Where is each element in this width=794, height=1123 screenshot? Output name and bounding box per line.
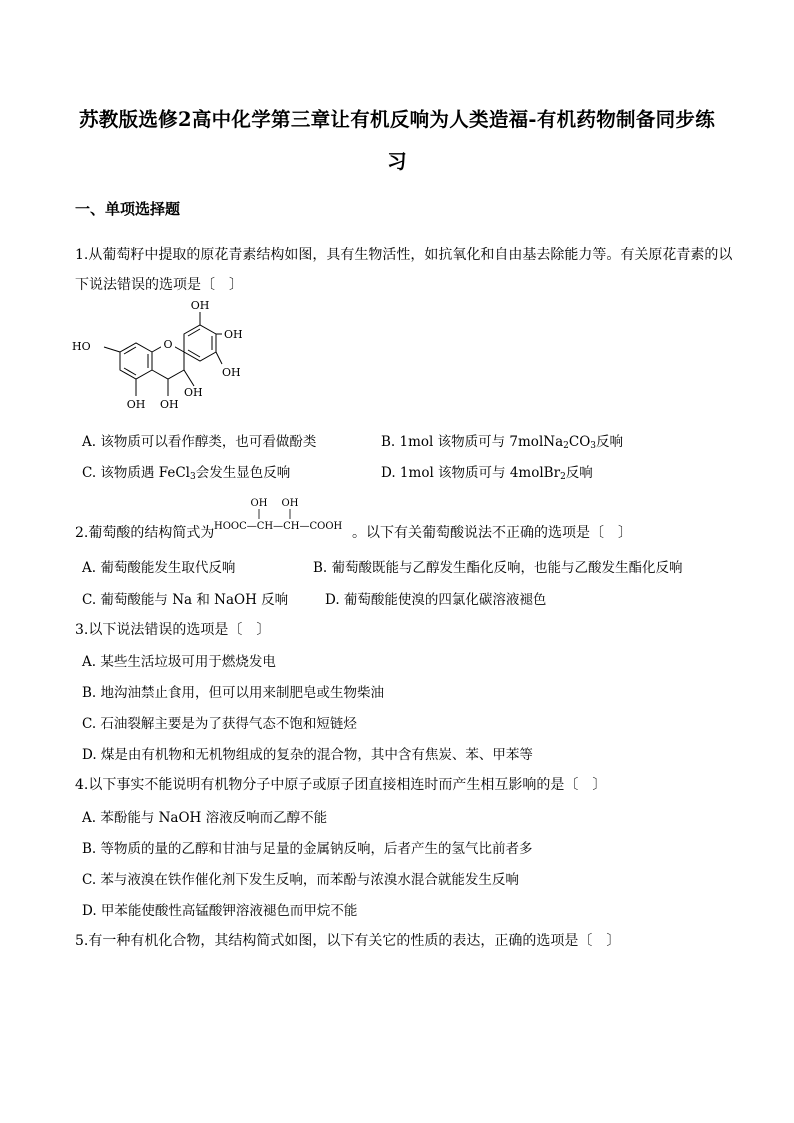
- procyanidin-structure-diagram: [72, 298, 247, 426]
- q4-option-c: C. 苯与液溴在铁作催化剂下发生反响，而苯酚与浓溴水混合就能发生反响: [82, 872, 519, 888]
- ring-oxygen-label: O: [163, 338, 173, 351]
- q1-option-d: D. 1mol 该物质可与 4molBr$_2$反响: [381, 465, 593, 482]
- q1-option-c: C. 该物质遇 FeCl$_3$会发生显色反响: [82, 465, 291, 482]
- tartaric-oh-1: OH: [250, 498, 268, 509]
- q3-option-d: D. 煤是由有机物和无机物组成的复杂的混合物，其中含有焦炭、苯、甲苯等: [82, 747, 533, 763]
- q2-option-c: C. 葡萄酸能与 Na 和 NaOH 反响: [82, 592, 289, 608]
- structure-label-2: OH: [224, 328, 243, 341]
- q2-stem-post: 。以下有关葡萄酸说法不正确的选项是〔 〕: [352, 525, 632, 541]
- structure-label-5: OH: [184, 386, 203, 399]
- document-title-line-2: 习: [387, 150, 407, 173]
- structure-label-4: OH: [222, 366, 241, 379]
- structure-label-1: OH: [190, 299, 210, 312]
- document-title-line-1: 苏教版选修2高中化学第三章让有机反响为人类造福-有机药物制备同步练: [78, 108, 716, 131]
- q2-option-a: A. 葡萄酸能发生取代反响: [82, 560, 236, 576]
- q3-option-a: A. 某些生活垃圾可用于燃烧发电: [82, 654, 276, 670]
- section-heading: 一、单项选择题: [75, 200, 181, 218]
- q4-option-a: A. 苯酚能与 NaOH 溶液反响而乙醇不能: [82, 810, 328, 826]
- q1-stem-line-2: 下说法错误的选项是〔 〕: [75, 277, 243, 293]
- tartaric-acid-structure: [214, 497, 354, 535]
- tartaric-oh-2: OH: [281, 498, 299, 509]
- q4-option-b: B. 等物质的量的乙醇和甘油与足量的金属钠反响，后者产生的氢气比前者多: [82, 841, 533, 857]
- q3-option-c: C. 石油裂解主要是为了获得气态不饱和短链烃: [82, 716, 357, 732]
- structure-label-7: OH: [160, 398, 179, 411]
- q4-option-d: D. 甲苯能使酸性高锰酸钾溶液褪色而甲烷不能: [82, 903, 358, 919]
- q1-stem-line-1: 1.从葡萄籽中提取的原花青素结构如图，具有生物活性，如抗氧化和自由基去除能力等。有关原花青素的以: [75, 247, 733, 263]
- q5-stem: 5.有一种有机化合物，其结构简式如图，以下有关它的性质的表达，正确的选项是〔 〕: [75, 933, 621, 949]
- q2-option-d: D. 葡萄酸能使溴的四氯化碳溶液褪色: [325, 592, 547, 608]
- q3-stem: 3.以下说法错误的选项是〔 〕: [75, 622, 271, 638]
- q1-option-b: B. 1mol 该物质可与 $7molNa_2CO_3$反响: [381, 434, 623, 451]
- q2-option-b: B. 葡萄酸既能与乙醇发生酯化反响，也能与乙酸发生酯化反响: [313, 560, 683, 576]
- structure-label-3: HO: [72, 340, 91, 353]
- q2-stem-pre: 2.葡萄酸的结构简式为: [75, 525, 215, 541]
- q1-option-a: A. 该物质可以看作醇类，也可看做酚类: [82, 434, 317, 450]
- structure-label-6: OH: [126, 398, 146, 411]
- q4-stem: 4.以下事实不能说明有机物分子中原子或原子团直接相连时而产生相互影响的是〔 〕: [75, 777, 607, 793]
- q3-option-b: B. 地沟油禁止食用，但可以用来制肥皂或生物柴油: [82, 685, 385, 701]
- tartaric-main-chain: HOOC—CH—CH—COOH: [214, 521, 343, 532]
